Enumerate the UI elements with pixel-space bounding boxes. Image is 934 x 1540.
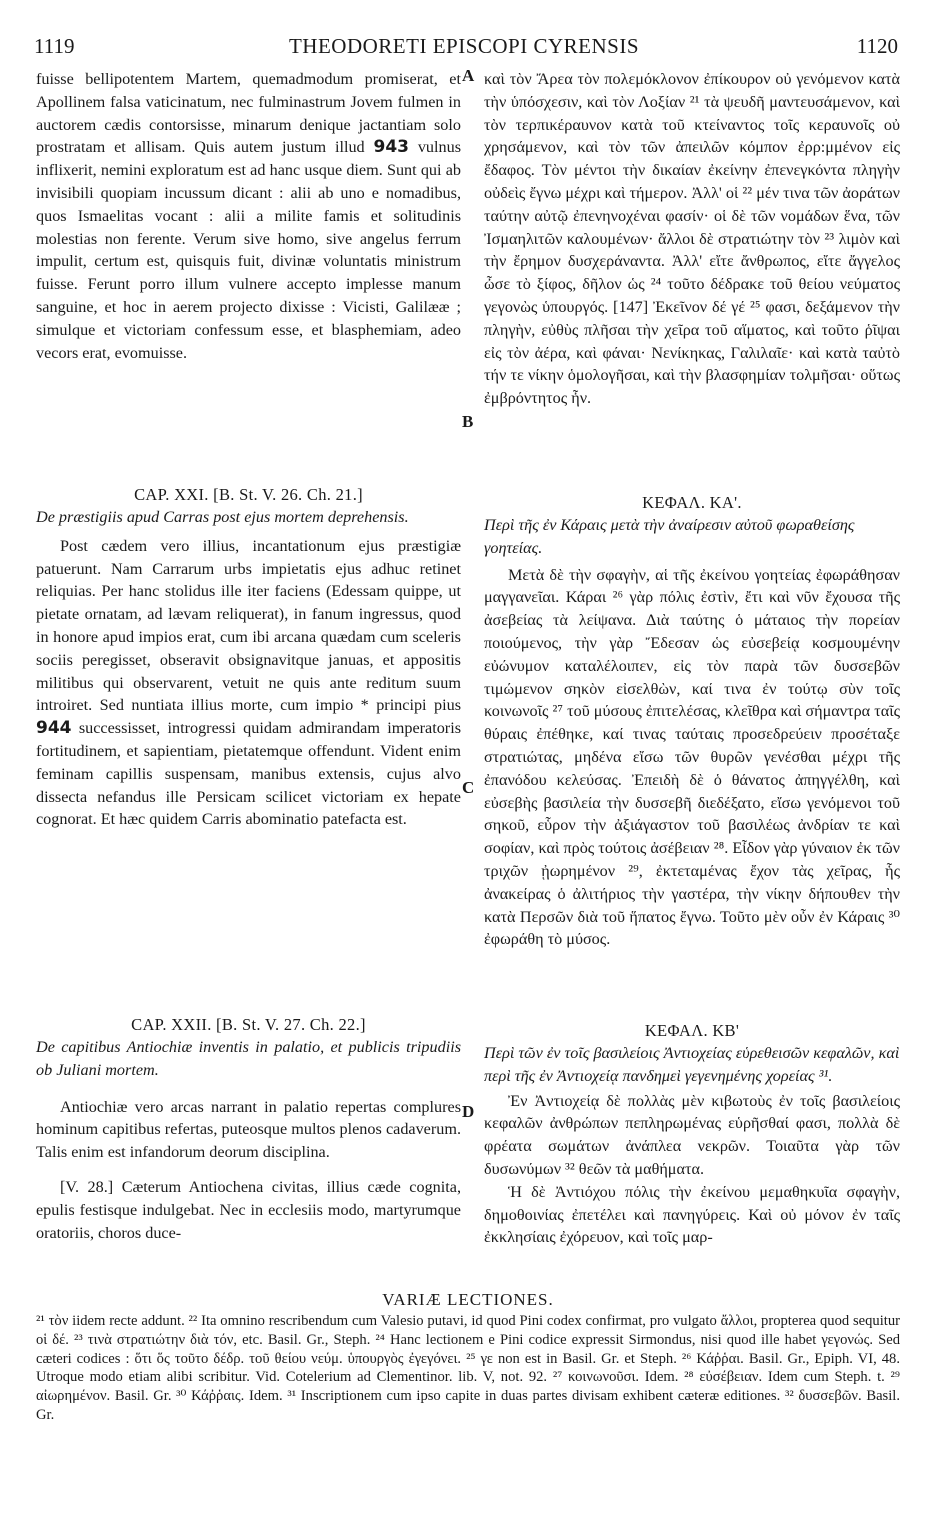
latin-text-2a: Post cædem vero illius, incantationum ejus præstigiæ patuerunt. Nam Carrarum urbs impietatis ejus adhuc retinet reliquias. Per hanc stolidus ille iter faciens (Edessam quippe, ut pietate ornatam, ad lævam reliquerat), in fanum ingressus, quod in honore apud impios erat, cum ibi arcana quædam cum sceleris sociis peregisset, obseravit obsignavitque januas, et appositis militibus qui observarent, vetuit ne quis ante reditum suum introiret. Sed nuntiata illius morte, cum impio * principi pius (36, 536, 461, 715)
margin-letter-b: B (462, 412, 474, 431)
page-number-right: 1120 (856, 34, 898, 58)
variae-lectiones (36, 1290, 900, 1425)
margin-letter-d: D (462, 1102, 475, 1121)
variae-lectiones-text: ²¹ τὸν iidem recte addunt. ²² Ita omnino rescribendum cum Valesio putavi, id quod Pini codex confirmat, pro vulgato ἄλλοι, propterea quod sequitur οἱ δέ. ²³ τινὰ στρατιώτην διὰ τόν, etc. Basil. Gr., Steph. ²⁴ Hanc lectionem e Pini codice expressit Sirmondus, nisi quod ille habet γεγονώς. Sed cæteri codices : ὅτι ὅς τοῦτο δέδρ. τοῦ θείου νεύμ. ὑπουργὸς ἐγεγόνει. ²⁵ γε non est in Basil. Gr. et Steph. ²⁶ Κάῤῥαι. Basil. Gr., Epiph. VI, 48. Utroque modo etiam alibi scribitur. Vid. Cotelerium ad Clementinor. lib. V, not. 92. ²⁷ κοινωνοῦσι. Idem. ²⁸ εὐσέβειαν. Idem cum Steph. t. ²⁹ αἰωρημένον. Basil. Gr. ³⁰ Κάῤῥαις. Idem. ³¹ Inscriptionem cum ipso capite in duas partes divisam exhibent cæteræ editiones. ³² δυσσεβῶν. Basil. Gr. (36, 1313, 900, 1423)
greek-chapter-22-heading: ΚΕΦΑΛ. ΚΒ' (644, 1021, 740, 1040)
latin-chapter-22 (36, 1014, 461, 1244)
margin-letter-c: C (462, 778, 475, 797)
latin-chapter-22-subtitle: De capitibus Antiochiæ inventis in palatio, et publicis tripudiis ob Juliani mortem. (36, 1038, 461, 1079)
latin-section-1 (36, 68, 461, 364)
greek-chapter-21-subtitle: Περὶ τῆς ἐν Κάραις μετὰ τὴν ἀναίρεσιν αὐτοῦ φωραθείσης γοητείας. (484, 516, 855, 557)
latin-chapter-21-subtitle: De præstigiis apud Carras post ejus mortem deprehensis. (36, 508, 409, 526)
margin-letter-a: A (462, 66, 475, 85)
greek-paragraph-1: καὶ τὸν Ἄρεα τὸν πολεμόκλονον ἐπίκουρον οὐ γενόμενον κατὰ τὴν ὑπόσχεσιν, καὶ τὸν Λοξίαν ²¹ τὰ ψευδῆ μαντευσάμενον, καὶ τὸν τερπικέραυνον κατὰ τοῦ κτείναντος τοῖς κεραυνοῖς οὐ χρησάμενον, καὶ τὸν τῶν ἀπειλῶν κόμπον ἐρρ:μμένον εἰς ἔδαφος. Τὸν μέντοι τὴν δικαίαν ἐκείνην ἐπενεγκόντα πληγὴν οὐδεὶς ἔγνω μέχρι καὶ τήμερον. Ἀλλ' οἱ ²² μέν τινα τῶν ἀοράτων ταύτην αὐτῷ ἐπενηνοχέναι φασίν· οἱ δὲ τῶν νομάδων ἕνα, τῶν Ἰσμαηλιτῶν καλουμένων· ἄλλοι δὲ στρατιώτην τὸν ²³ λιμὸν καὶ τὴν ἔρημον δυσχεράναντα. Ἀλλ' εἴτε ἄνθρωπος, εἴτε ἄγγελος ὦσε τὸ ξίφος, δῆλον ὡς ²⁴ τοῦτο δέδρακε τοῦ θείου νεύματος γεγονὼς ὑπουργός. [147] Ἐκεῖνον δέ γέ ²⁵ φασι, δεξάμενον τὴν πληγὴν, εὐθὺς πλῆσαι τὴν χεῖρα τοῦ αἵματος, καὶ τοῦτο ῥῖψαι εἰς τὸν ἀέρα, καὶ φάναι· Νενίκηκας, Γαλιλαῖε· καὶ κατὰ ταὐτὸ τήν τε νίκην ὁμολογῆσαι, καὶ τὴν βλασφημίαν τολμῆσαι· οὕτως ἐμβρόντητος ἦν. (484, 70, 900, 408)
greek-chapter-21 (484, 492, 900, 951)
latin-chapter-21-heading: CAP. XXI. [B. St. V. 26. Ch. 21.] (134, 485, 363, 504)
greek-section-1 (484, 68, 900, 410)
page-number-left: 1119 (34, 34, 75, 58)
latin-text-2b: successisset, introgressi quidam admirandam imperatoris fortitudinem, et sapientiam, pietatemque offendunt. Vident enim feminam capillis suspensam, manibus extensis, cujus alvo dissecta nefandus ille Persicam scilicet victoriam ex hepate cognorat. Et hæc quidem Carris abominatio patefacta est. (36, 719, 461, 829)
column-number-944: 944 (36, 718, 72, 739)
latin-paragraph-4: [V. 28.] Cæterum Antiochena civitas, illius cæde cognita, epulis festisque indulgebat. Nec in ecclesiis modo, martyrumque oratoriis, choros duce- (36, 1177, 461, 1242)
greek-chapter-21-heading: ΚΕΦΑΛ. ΚΑ'. (642, 493, 742, 512)
latin-chapter-21 (36, 484, 461, 831)
latin-paragraph-2 (36, 535, 461, 831)
greek-paragraph-2: Μετὰ δὲ τὴν σφαγὴν, αἱ τῆς ἐκείνου γοητείας ἐφωράθησαν μαγγανεῖαι. Κάραι ²⁶ γὰρ πόλις ἐστὶν, ἔτι καὶ νῦν ἔχουσα τῆς ἀσεβείας τὰ λείψανα. Διὰ ταύτης ὁ μάταιος τὴν πορείαν ποιούμενος, τὴν γὰρ Ἔδεσαν ὡς εὐσεβείᾳ κοσμουμένην εὐώνυμον καταλέλοιπεν, εἰς τὸν παρὰ τῶν δυσσεβῶν τιμώμενον σηκὸν εἰσελθὼν, καί τινα ἐν τούτῳ σὺν τοῖς κοινωνοῖς ²⁷ τοῦ μύσους ἐπιτελέσας, κλεῖθρα καὶ σήμαντρα ταῖς θύραις ἐπέθηκε, καί τινας ταύταις προσεδρεύειν προσέταξε στρατιώτας, μηδένα εἴσω τῶν θυρῶν γενέσθαι μέχρι τῆς ἐπανόδου κελεύσας. Ἐπειδὴ δὲ ὁ θάνατος ἀπηγγέλθη, καὶ εὐσεβὴς βασιλεία τὴν δυσσεβῆ διεδέξατο, εἴσω γενόμενοι τοῦ σηκοῦ, εὗρον τὴν ἀξιάγαστον τοῦ βασιλέως ἀνδρίαν τε καὶ σοφίαν, καὶ πρὸς τούτοις ἀσέβειαν ²⁸. Εἶδον γὰρ γύναιον ἐκ τῶν τριχῶν ᾐωρημένον ²⁹, ἐκτεταμένας ἔχον τὰς χεῖρας, ἧς ἀνακείρας ὁ ἀλιτήριος τὴν γαστέρα, τὴν νίκην δήπουθεν τὴν κατὰ Περσῶν διὰ τοῦ ἥπατος ἔγνω. Τοῦτο μὲν οὖν ἐν Κάραις ³⁰ ἐφωράθη τὸ μύσος. (484, 565, 900, 949)
greek-paragraph-4: Ἡ δὲ Ἀντιόχου πόλις τὴν ἐκείνου μεμαθηκυῖα σφαγὴν, δημοθοινίας ἐπετέλει καὶ πανηγύρεις. Καὶ οὐ μόνον ἐν ταῖς ἐκκλησίαις ἐχόρευον, καὶ τοῖς μαρ- (484, 1182, 900, 1247)
latin-text-1a: fuisse bellipotentem Martem, quemadmodum promiserat, et Apollinem falsa vaticinatum, nec fulminastrum Jovem fulmen in auctorem cædis contorsisse, minarum denique jactantiam solo prostratam et allisam. Quis autem justum illud (36, 70, 461, 157)
column-number-943: 943 (373, 137, 409, 158)
latin-text-1b: vulnus inflixerit, nemini exploratum est ad hanc usque diem. Sunt qui ab invisibili quopiam incussum dicant : alii ab uno e nomadibus, quos Ismaelitas vocant : alii a milite famis et solitudinis molestias non ferente. Verum sive homo, sive angelus ferrum impulit, certum est, quisquis fuit, divinæ voluntatis ministrum fuisse. Ferunt porro illum vulnere accepto implesse manum sanguine, et hoc in aerem projecto dixisse : Vicisti, Galilææ ; simulque et victoriam confessum esse, et blasphemiam, adeo vecors erat, evomuisse. (36, 138, 462, 362)
latin-paragraph-3: Antiochiæ vero arcas narrant in palatio repertas complures hominum capitibus refertas, puteosque multos plenos cadaverum. Talis enim est infandorum deorum disciplina. (36, 1097, 461, 1162)
running-header (30, 34, 898, 64)
greek-paragraph-3: Ἐν Ἀντιοχείᾳ δὲ πολλὰς μὲν κιβωτοὺς ἐν τοῖς βασιλείοις κεφαλῶν ἀνθρώπων πεπληρωμένας εὑρῆσθαί φασι, πολλὰ δὲ φρέατα σωμάτων ἀνάπλεα νεκρῶν. Τοιαῦτα γὰρ τῶν δυσωνύμων ³² θεῶν τὰ μαθήματα. (484, 1091, 900, 1178)
greek-chapter-22-subtitle: Περὶ τῶν ἐν τοῖς βασιλείοις Ἀντιοχείας εὑρεθεισῶν κεφαλῶν, καὶ περὶ τῆς ἐν Ἀντιοχείᾳ πανδημεὶ γεγενημένης χορείας ³¹. (484, 1044, 900, 1085)
running-title: THEODORETI EPISCOPI CYRENSIS (288, 34, 640, 58)
latin-paragraph-1 (36, 68, 461, 364)
variae-lectiones-title: VARIÆ LECTIONES. (382, 1290, 554, 1309)
greek-chapter-22 (484, 1020, 900, 1249)
latin-chapter-22-heading: CAP. XXII. [B. St. V. 27. Ch. 22.] (131, 1015, 366, 1034)
